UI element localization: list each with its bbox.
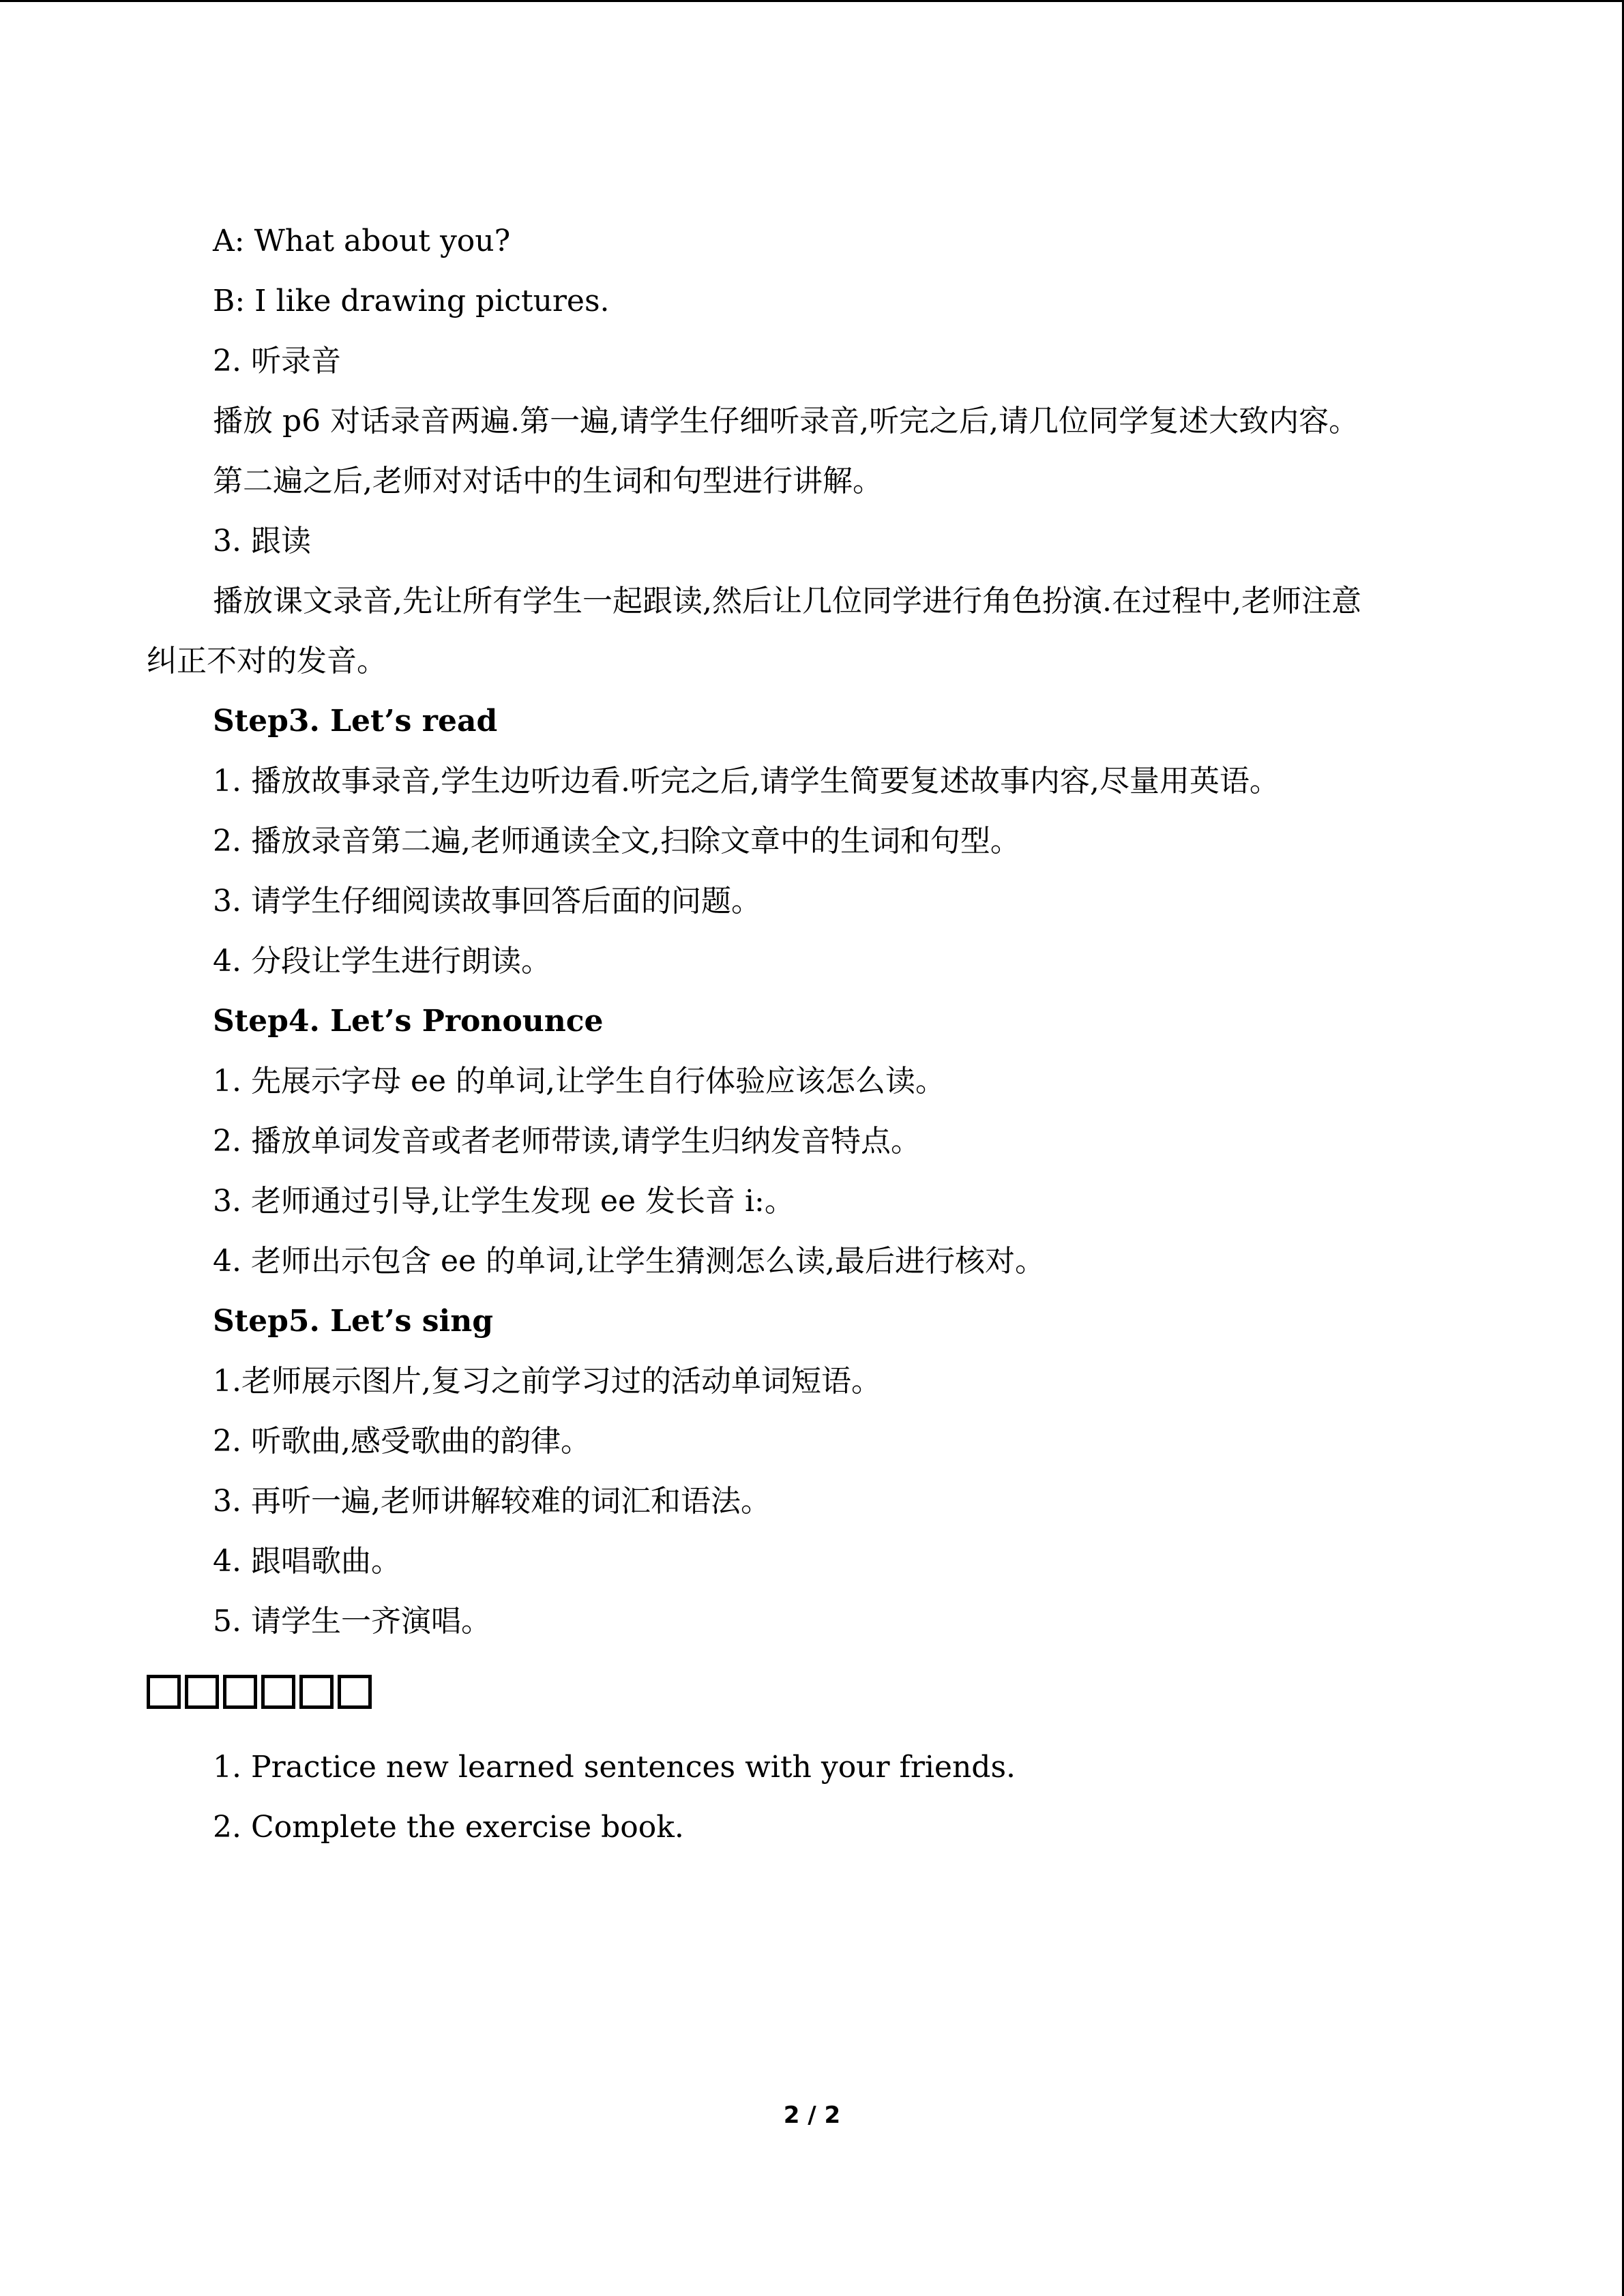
missing-glyph-box bbox=[223, 1675, 257, 1709]
paragraph-text: 播放课文录音,先让所有学生一起跟读,然后让几位同学进行角色扮演.在过程中,老师注意 bbox=[213, 584, 1361, 618]
list-item: 3. 再听一遍,老师讲解较难的词汇和语法。 bbox=[213, 1484, 771, 1519]
missing-glyph-box bbox=[261, 1675, 295, 1709]
homework-item: 2. Complete the exercise book. bbox=[213, 1810, 684, 1845]
list-item: 1.老师展示图片,复习之前学习过的活动单词短语。 bbox=[213, 1364, 881, 1399]
missing-glyph-heading bbox=[147, 1652, 1477, 1732]
list-item: 4. 跟唱歌曲。 bbox=[213, 1544, 401, 1579]
step2-item-3: 3. 跟读 bbox=[213, 524, 311, 558]
paragraph-text: 播放 p6 对话录音两遍.第一遍,请学生仔细听录音,听完之后,请几位同学复述大致内容。 bbox=[213, 404, 1359, 438]
list-item: 2. 听歌曲,感受歌曲的韵律。 bbox=[213, 1424, 591, 1459]
homework-item: 1. Practice new learned sentences with your friends. bbox=[213, 1750, 1016, 1785]
missing-glyph-box bbox=[185, 1675, 219, 1709]
list-item: 3. 老师通过引导,让学生发现 ee 发长音 i:。 bbox=[213, 1184, 795, 1219]
missing-glyph-box bbox=[147, 1675, 181, 1709]
missing-glyph-box bbox=[338, 1675, 372, 1709]
paragraph-text-continued: 纠正不对的发音。 bbox=[147, 644, 387, 679]
list-item: 1. 播放故事录音,学生边听边看.听完之后,请学生简要复述故事内容,尽量用英语。 bbox=[213, 764, 1280, 799]
page-number: 2 / 2 bbox=[783, 2102, 841, 2129]
list-item: 4. 分段让学生进行朗读。 bbox=[213, 944, 551, 979]
document-body bbox=[147, 211, 1477, 1858]
dialogue-line-a: A: What about you? bbox=[213, 224, 511, 258]
step2-item-2: 2. 听录音 bbox=[213, 344, 341, 378]
list-item: 5. 请学生一齐演唱。 bbox=[213, 1604, 491, 1639]
missing-glyph-box bbox=[299, 1675, 334, 1709]
list-item: 4. 老师出示包含 ee 的单词,让学生猜测怎么读,最后进行核对。 bbox=[213, 1244, 1045, 1279]
step4-heading: Step4. Let’s Pronounce bbox=[213, 1004, 604, 1039]
list-item: 2. 播放单词发音或者老师带读,请学生归纳发音特点。 bbox=[213, 1124, 921, 1159]
step5-heading: Step5. Let’s sing bbox=[213, 1304, 494, 1339]
dialogue-line-b: B: I like drawing pictures. bbox=[213, 284, 610, 318]
list-item: 1. 先展示字母 ee 的单词,让学生自行体验应该怎么读。 bbox=[213, 1064, 946, 1099]
page-border-top bbox=[0, 0, 1624, 2]
step3-heading: Step3. Let’s read bbox=[213, 704, 498, 739]
list-item: 2. 播放录音第二遍,老师通读全文,扫除文章中的生词和句型。 bbox=[213, 824, 1020, 859]
list-item: 3. 请学生仔细阅读故事回答后面的问题。 bbox=[213, 884, 761, 919]
paragraph-text: 第二遍之后,老师对对话中的生词和句型进行讲解。 bbox=[213, 464, 883, 498]
